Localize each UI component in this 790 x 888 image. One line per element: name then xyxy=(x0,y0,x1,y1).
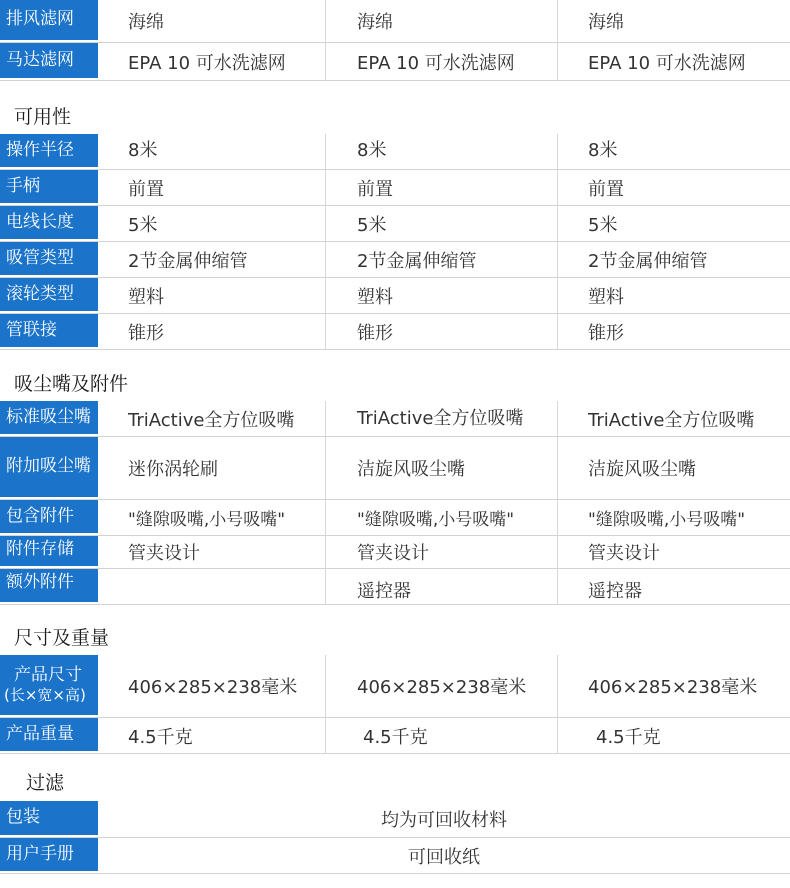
row-label: 产品重量 xyxy=(0,718,98,751)
spec-row-operating-radius xyxy=(0,134,790,170)
value-model-3: 遥控器 xyxy=(588,581,642,602)
spec-row-handle xyxy=(0,170,790,206)
row-label: 包装 xyxy=(0,801,98,835)
value-model-1: 2节金属伸缩管 xyxy=(128,250,248,272)
value-model-2: TriActive全方位吸嘴 xyxy=(357,408,524,429)
value-model-2: 8米 xyxy=(357,140,387,161)
value-model-3: 塑料 xyxy=(588,286,624,308)
value-model-1: "缝隙吸嘴,小号吸嘴" xyxy=(128,510,286,530)
spec-row-tube-type xyxy=(0,242,790,278)
row-label: 包含附件 xyxy=(0,500,98,533)
value-model-2: EPA 10 可水洗滤网 xyxy=(357,52,515,74)
value-model-1: 海绵 xyxy=(128,12,164,33)
value-model-2: 管夹设计 xyxy=(357,543,429,564)
value-model-2: 塑料 xyxy=(357,286,393,308)
value-model-3: "缝隙吸嘴,小号吸嘴" xyxy=(588,510,746,530)
value-model-2: 5米 xyxy=(357,214,387,236)
row-label: 滚轮类型 xyxy=(0,278,98,311)
value-model-3: 5米 xyxy=(588,214,618,236)
spec-row-packaging xyxy=(0,801,790,838)
value-model-2: 遥控器 xyxy=(357,581,411,602)
value-model-1: EPA 10 可水洗滤网 xyxy=(128,52,286,74)
row-label: 额外附件 xyxy=(0,569,98,602)
section-title-nozzles: 吸尘嘴及附件 xyxy=(14,373,129,395)
spec-row-extra-accessories xyxy=(0,569,790,605)
value-model-2: 406×285×238毫米 xyxy=(357,677,527,698)
row-label: 标准吸尘嘴 xyxy=(0,401,98,434)
spec-row-tube-connection xyxy=(0,314,790,350)
value-model-2: 洁旋风吸尘嘴 xyxy=(357,459,465,480)
row-label: 用户手册 xyxy=(0,838,98,871)
value-model-1: 406×285×238毫米 xyxy=(128,677,298,698)
value-model-2: 前置 xyxy=(357,178,393,200)
spec-row-product-size xyxy=(0,655,790,718)
value-model-2: "缝隙吸嘴,小号吸嘴" xyxy=(357,510,515,530)
value-model-1: 5米 xyxy=(128,214,158,236)
value-model-2: 2节金属伸缩管 xyxy=(357,250,477,272)
value-model-1: 4.5千克 xyxy=(128,726,193,748)
value-model-1: 塑料 xyxy=(128,286,164,308)
spec-row-extra-nozzle xyxy=(0,437,790,500)
spec-row-motor-filter xyxy=(0,43,790,81)
row-label: 手柄 xyxy=(0,170,98,203)
spec-row-product-weight xyxy=(0,718,790,754)
value-model-1: TriActive全方位吸嘴 xyxy=(128,409,295,431)
value-model-1: 8米 xyxy=(128,140,158,161)
row-label: 附件存储 xyxy=(0,536,98,566)
value-model-3: EPA 10 可水洗滤网 xyxy=(588,52,746,74)
row-label: 排风滤网 xyxy=(0,0,98,40)
spec-row-wheel-type xyxy=(0,278,790,314)
value-all-models: 可回收纸 xyxy=(408,846,480,868)
value-model-3: 管夹设计 xyxy=(588,543,660,564)
value-model-3: 8米 xyxy=(588,140,618,161)
value-all-models: 均为可回收材料 xyxy=(381,810,507,831)
value-model-3: 4.5千克 xyxy=(596,726,661,748)
value-model-3: 前置 xyxy=(588,178,624,200)
spec-row-included-accessories xyxy=(0,500,790,536)
section-title-usability: 可用性 xyxy=(14,106,72,128)
spec-row-cord-length xyxy=(0,206,790,242)
value-model-3: TriActive全方位吸嘴 xyxy=(588,409,755,431)
row-label: 操作半径 xyxy=(0,134,98,167)
row-label: 附加吸尘嘴 xyxy=(0,437,98,497)
value-model-2: 海绵 xyxy=(357,12,393,33)
value-model-3: 406×285×238毫米 xyxy=(588,677,758,698)
row-label: 管联接 xyxy=(0,314,98,347)
value-model-3: 洁旋风吸尘嘴 xyxy=(588,459,696,480)
spec-row-accessory-storage xyxy=(0,536,790,569)
value-model-1: 锥形 xyxy=(128,322,164,344)
row-label xyxy=(0,655,98,715)
row-label: 吸管类型 xyxy=(0,242,98,275)
row-label: 马达滤网 xyxy=(0,43,98,78)
value-model-2: 4.5千克 xyxy=(363,726,428,748)
spec-row-standard-nozzle xyxy=(0,401,790,437)
value-model-1: 前置 xyxy=(128,178,164,200)
value-model-2: 锥形 xyxy=(357,322,393,344)
row-label-line-2: (长×宽×高) xyxy=(4,686,86,705)
value-model-3: 2节金属伸缩管 xyxy=(588,250,708,272)
section-title-dimensions: 尺寸及重量 xyxy=(14,627,110,649)
value-model-1: 迷你涡轮刷 xyxy=(128,459,218,480)
spec-row-user-manual xyxy=(0,838,790,874)
value-model-1: 管夹设计 xyxy=(128,543,200,564)
value-model-3: 锥形 xyxy=(588,322,624,344)
spec-row-exhaust-filter xyxy=(0,0,790,43)
value-model-3: 海绵 xyxy=(588,12,624,33)
row-label-line-1: 产品尺寸 xyxy=(14,665,82,685)
section-title-filtering: 过滤 xyxy=(26,772,65,794)
row-label: 电线长度 xyxy=(0,206,98,239)
